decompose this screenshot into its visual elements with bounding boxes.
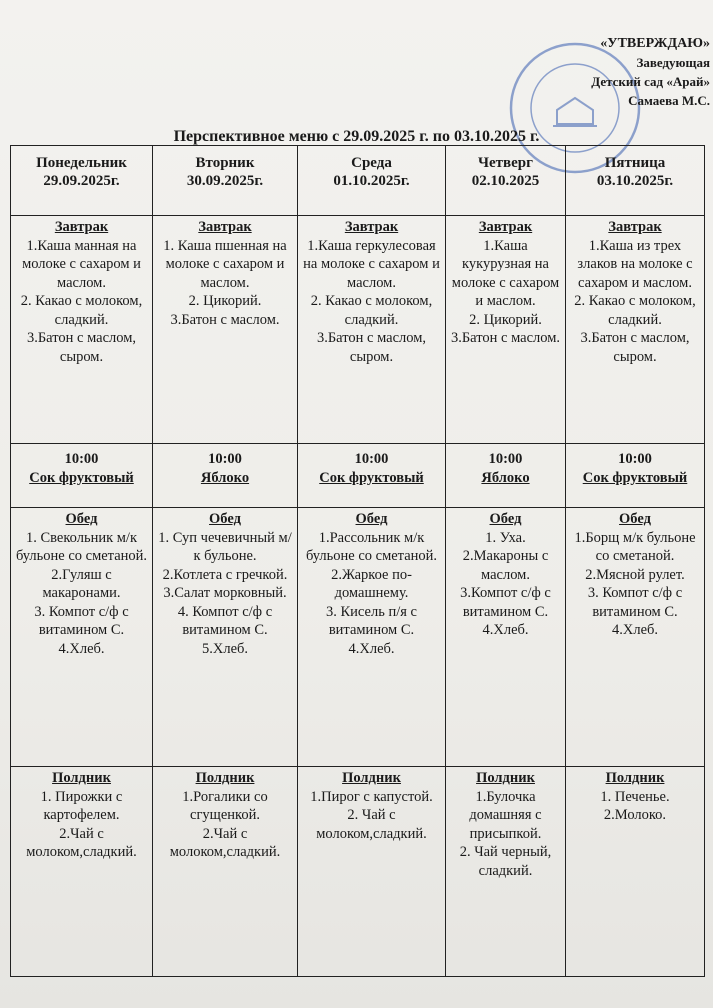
afternoon-row bbox=[11, 767, 705, 977]
menu-table bbox=[10, 145, 705, 977]
afternoon-row-cell bbox=[153, 767, 298, 977]
snack-time: 10:00 bbox=[618, 451, 652, 467]
snack-item: Сок фруктовый bbox=[319, 469, 424, 486]
menu-item: 3.Батон с маслом, сыром. bbox=[26, 330, 137, 365]
menu-item: 3. Компот с/ф с витамином С. bbox=[34, 603, 129, 638]
menu-item: 4.Хлеб. bbox=[482, 622, 529, 638]
day-header-cell bbox=[153, 146, 298, 216]
snack-row bbox=[11, 444, 705, 508]
afternoon-row-cell bbox=[566, 767, 705, 977]
meal-label: Завтрак bbox=[608, 219, 662, 235]
day-header-cell bbox=[11, 146, 153, 216]
menu-item: 2.Мясной рулет. bbox=[585, 566, 685, 583]
menu-item: 3.Батон с маслом. bbox=[170, 311, 280, 328]
menu-item: 4.Хлеб. bbox=[611, 622, 659, 638]
menu-item: 2. Чай с молоком,сладкий. bbox=[316, 807, 427, 842]
approval-org: Детский сад «Арай» bbox=[591, 74, 710, 89]
meal-label: Обед bbox=[65, 511, 98, 527]
day-header-cell bbox=[566, 146, 705, 216]
menu-item: 2. Какао с молоком, сладкий. bbox=[20, 293, 143, 328]
menu-item: 2. Цикорий. bbox=[469, 311, 542, 328]
day-date: 02.10.2025 bbox=[471, 173, 540, 189]
menu-item: 1.Каша из трех злаков на молоке с сахаром и маслом. bbox=[577, 237, 693, 291]
menu-item: 1. Каша пшенная на молоке с сахаром и маслом. bbox=[163, 237, 287, 291]
menu-item: 1.Булочка домашняя с присыпкой. bbox=[469, 788, 542, 842]
lunch-row-cell bbox=[298, 508, 446, 767]
day-name: Понедельник bbox=[36, 155, 127, 171]
menu-item: 1.Борщ м/к бульоне со сметаной. bbox=[574, 529, 696, 564]
menu-item: 3. Кисель п/я с витамином С. bbox=[326, 603, 417, 638]
menu-item: 4. Компот с/ф с витамином С. bbox=[177, 603, 273, 638]
afternoon-row-cell bbox=[11, 767, 153, 977]
breakfast-row-cell bbox=[11, 216, 153, 444]
menu-item: 2.Чай с молоком,сладкий. bbox=[169, 825, 281, 860]
approval-block bbox=[540, 34, 710, 110]
menu-item: 1.Рогалики со сгущенкой. bbox=[182, 788, 268, 823]
lunch-row bbox=[11, 508, 705, 767]
menu-item: 2. Какао с молоком, сладкий. bbox=[574, 293, 696, 328]
meal-label: Полдник bbox=[476, 770, 535, 786]
menu-item: 2.Макароны с маслом. bbox=[462, 548, 549, 583]
meal-label: Полдник bbox=[342, 770, 401, 786]
lunch-row-cell bbox=[446, 508, 566, 767]
breakfast-row-cell bbox=[566, 216, 705, 444]
breakfast-row-cell bbox=[298, 216, 446, 444]
menu-item: 1.Пирог с капустой. bbox=[310, 788, 433, 805]
menu-item: 2. Чай черный, сладкий. bbox=[459, 844, 552, 879]
menu-item: 1.Рассольник м/к бульоне со сметаной. bbox=[305, 529, 438, 564]
meal-label: Завтрак bbox=[478, 219, 533, 235]
menu-item: 1.Каша геркулесовая на молоке с сахаром и маслом. bbox=[303, 237, 440, 291]
day-date: 30.09.2025г. bbox=[186, 173, 264, 189]
meal-label: Полдник bbox=[605, 770, 665, 786]
meal-label: Обед bbox=[619, 511, 651, 527]
menu-item: 2.Чай с молоком,сладкий. bbox=[26, 825, 137, 860]
day-name: Среда bbox=[351, 155, 392, 171]
menu-item: 1.Каша манная на молоке с сахаром и маслом. bbox=[22, 237, 141, 291]
menu-item: 2. Какао с молоком, сладкий. bbox=[310, 293, 433, 328]
menu-item: 1. Пирожки с картофелем. bbox=[40, 788, 123, 823]
breakfast-row bbox=[11, 216, 705, 444]
day-name: Пятница bbox=[604, 155, 666, 171]
snack-time: 10:00 bbox=[64, 451, 99, 467]
menu-item: 2. Цикорий. bbox=[188, 293, 262, 309]
afternoon-row-cell bbox=[298, 767, 446, 977]
snack-cell bbox=[298, 444, 446, 508]
menu-item: 3.Батон с маслом, сыром. bbox=[580, 330, 690, 365]
snack-item: Яблоко bbox=[200, 469, 250, 486]
menu-item: 5.Хлеб. bbox=[201, 640, 249, 657]
menu-item: 4.Хлеб. bbox=[348, 640, 395, 657]
snack-item: Яблоко bbox=[481, 469, 530, 486]
day-header-cell bbox=[298, 146, 446, 216]
breakfast-row-cell bbox=[153, 216, 298, 444]
menu-item: 3.Компот с/ф с витамином С. bbox=[460, 585, 551, 620]
menu-item: 1. Печенье. bbox=[600, 788, 670, 805]
menu-item: 2.Молоко. bbox=[603, 807, 667, 823]
meal-label: Обед bbox=[355, 511, 388, 527]
snack-cell bbox=[153, 444, 298, 508]
day-name: Четверг bbox=[478, 155, 533, 171]
menu-item: 2.Котлета с гречкой. bbox=[162, 566, 288, 583]
day-date: 29.09.2025г. bbox=[43, 173, 120, 189]
snack-item: Сок фруктовый bbox=[29, 469, 134, 486]
menu-item: 2.Гуляш с макаронами. bbox=[42, 566, 121, 601]
meal-label: Полдник bbox=[52, 770, 111, 786]
meal-label: Обед bbox=[209, 511, 241, 527]
menu-item: 3. Компот с/ф с витамином С. bbox=[587, 585, 683, 620]
menu-item: 1. Свекольник м/к бульоне со сметаной. bbox=[15, 529, 148, 564]
snack-time: 10:00 bbox=[208, 451, 242, 467]
meal-label: Завтрак bbox=[344, 219, 399, 235]
menu-item: 3.Салат морковный. bbox=[163, 585, 287, 601]
approval-title: «УТВЕРЖДАЮ» bbox=[600, 36, 710, 51]
lunch-row-cell bbox=[153, 508, 298, 767]
approval-position: Заведующая bbox=[636, 55, 710, 70]
afternoon-row-cell bbox=[446, 767, 566, 977]
menu-item: 1.Каша кукурузная на молоке с сахаром и маслом. bbox=[451, 237, 560, 309]
day-name: Вторник bbox=[195, 155, 255, 171]
snack-item: Сок фруктовый bbox=[582, 469, 688, 486]
approval-name: Самаева М.С. bbox=[628, 93, 710, 108]
menu-item: 4.Хлеб. bbox=[58, 640, 105, 657]
menu-title: Перспективное меню с 29.09.2025 г. по 03.10.2025 г. bbox=[173, 128, 540, 145]
menu-item: 1. Суп чечевичный м/к бульоне. bbox=[158, 529, 292, 564]
menu-item: 2.Жаркое по-домашнему. bbox=[331, 566, 412, 601]
menu-item: 3.Батон с маслом. bbox=[450, 330, 561, 346]
day-date: 03.10.2025г. bbox=[596, 173, 674, 189]
day-date: 01.10.2025г. bbox=[333, 173, 410, 189]
day-header-cell bbox=[446, 146, 566, 216]
meal-label: Завтрак bbox=[198, 219, 252, 235]
lunch-row-cell bbox=[11, 508, 153, 767]
snack-time: 10:00 bbox=[354, 451, 389, 467]
menu-item: 1. Уха. bbox=[485, 529, 526, 546]
menu-item: 3.Батон с маслом, сыром. bbox=[316, 330, 427, 365]
meal-label: Завтрак bbox=[54, 219, 109, 235]
breakfast-row-cell bbox=[446, 216, 566, 444]
snack-cell bbox=[11, 444, 153, 508]
meal-label: Полдник bbox=[195, 770, 255, 786]
meal-label: Обед bbox=[489, 511, 522, 527]
day-header-row bbox=[11, 146, 705, 216]
lunch-row-cell bbox=[566, 508, 705, 767]
snack-time: 10:00 bbox=[488, 451, 523, 467]
snack-cell bbox=[566, 444, 705, 508]
snack-cell bbox=[446, 444, 566, 508]
